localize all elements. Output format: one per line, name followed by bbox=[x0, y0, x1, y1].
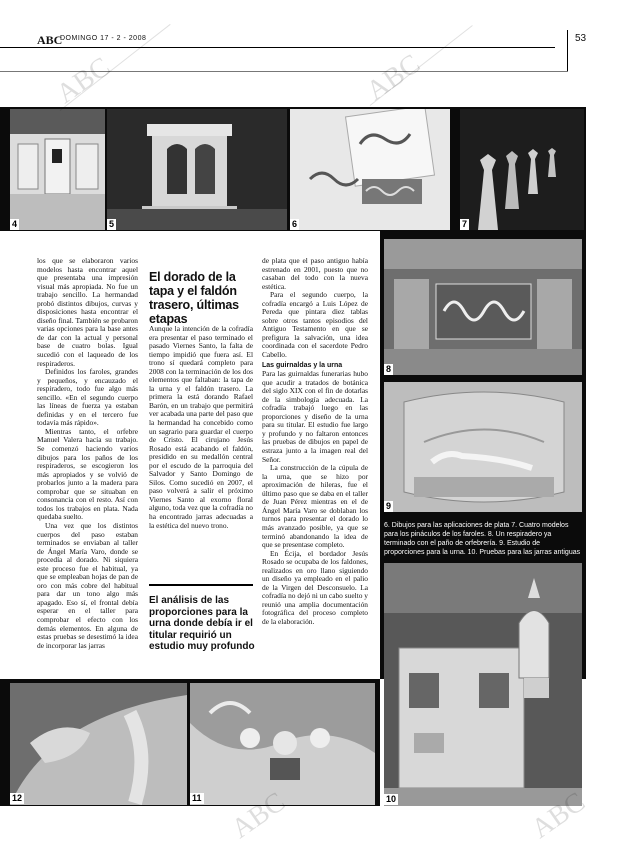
respiradero-image bbox=[384, 239, 582, 375]
header-rule bbox=[0, 47, 555, 48]
watermark: ABC bbox=[226, 786, 291, 845]
photo-number: 7 bbox=[462, 219, 468, 229]
gilding-hands-image bbox=[10, 683, 187, 805]
photo-11-silver-garland bbox=[190, 683, 375, 805]
altar-model-image bbox=[10, 109, 105, 230]
photo-number: 6 bbox=[292, 219, 298, 229]
paragraph: Una vez que los distintos cuerpos del paso estaban terminados se enviaban al taller de Ángel María Varo, donde se procedía al dorado. Ni siquiera este proceso fue el habitual, ya que se empleaban hojas de pan de oro con más cobre del habitual para dar un tono algo más apagado. Eso sí, el frontal debía esperar en el taller para comprobar el efecto con los demás elementos. En alguna de estas pruebas se desestimó la idea de incorporar las jarras bbox=[37, 520, 138, 650]
photo-6-silver-drawings bbox=[290, 109, 450, 230]
silver-garland-image bbox=[190, 683, 375, 805]
photo-caption: 6. Dibujos para las aplicaciones de plata 7. Cuatro modelos para los pináculos de los faroles. 8. Un respiradero ya terminado con el paño de orfebrería. 9. Estudio de proporciones para la urna. 10. Pruebas para las jarras antiguas bbox=[384, 522, 581, 556]
paragraph: Para las guirnaldas funerarias hubo que acudir a tratados de botánica del siglo XIX con el fin de dotarlas de la simbología adecuada. La cofradía trabajó luego en las proporciones y diseño de la urna para su titular. El estudio fue largo y profundo y no faltaron entonces las pruebas de dibujos en papel de estraza junto a la imagen real del Señor. bbox=[262, 369, 368, 464]
urn-proportions-image bbox=[384, 382, 582, 512]
page-number: 53 bbox=[575, 33, 587, 44]
jars-tests-image bbox=[384, 563, 582, 806]
header-bottom-rule bbox=[0, 71, 568, 72]
issue-date: DOMINGO 17 - 2 - 2008 bbox=[60, 35, 147, 42]
watermark: ABC bbox=[526, 786, 591, 845]
photo-12-gilding-hands bbox=[10, 683, 187, 805]
paragraph: los que se elaboraron varios modelos hasta encontrar aquel que presentaba una impresión visual más apropiada. No fue un trabajo sencillo. La hermandad probó distintos dibujos, curvas y disposiciones hasta encontrar el diseño final. También se probaron varias opciones para la base antes de dar con la actual y personal base de cuatro bolas. Igual sucedió con el laqueado de los respiraderos. bbox=[37, 256, 138, 368]
pullquote-rule bbox=[149, 584, 253, 586]
photo-number: 8 bbox=[386, 364, 392, 374]
photo-number: 9 bbox=[386, 501, 392, 511]
section-headline: El dorado de la tapa y el faldón trasero, últimas etapas bbox=[149, 270, 239, 326]
paragraph: Mientras tanto, el orfebre Manuel Valera hacía su trabajo. Se comenzó haciendo varios dibujos para los paños de los respiraderos, se escogieron los más apropiados y se volvió de probarlos junto a la madera para comprobar que se situaban en consonancia con el resto. Así con todos los trabajos en plata. Nada quedaba suelto. bbox=[37, 426, 138, 522]
newspaper-logo: ABC bbox=[37, 33, 63, 47]
watermark: ABC bbox=[361, 48, 426, 107]
subheading: Las guirnaldas y la urna bbox=[262, 361, 343, 369]
photo-4-altar-model bbox=[10, 109, 105, 230]
paragraph: En Écija, el bordador Jesús Rosado se ocupaba de los faldones, realizados en oro llano siguiendo un diseño ya empleado en el palio de la Virgen del Desconsuelo. La cofradía no dejó ni un cabo suelto y reunió una amplia documentación fotográfica del proceso completo de la elaboración. bbox=[262, 548, 368, 626]
photo-number: 10 bbox=[386, 794, 397, 804]
photo-9-urn-proportions bbox=[384, 382, 582, 512]
photo-number: 11 bbox=[192, 793, 202, 803]
urn-model-image bbox=[107, 109, 287, 230]
photo-10-jars-tests bbox=[384, 563, 582, 806]
paragraph: La construcción de la cúpula de la urna, que se hizo por aproximación de hileras, fue el último paso que se daba en el taller de Juan Pérez mientras en el de Ángel María Varo se doblaban los turnos para presentar el dorado lo más avanzado posible, ya que se terminó abandonando la idea de que se presentase completo. bbox=[262, 463, 368, 550]
article-column-3 bbox=[262, 257, 368, 627]
paragraph: Para el segundo cuerpo, la cofradía encargó a Luis López de Pereda que pintara diez tablas sobre otros tantos episodios del Antiguo Testamento en que se prefigura la salvación, una idea coordinada con el sacerdote Pedro Cabello. bbox=[262, 290, 368, 360]
photo-8-respiradero bbox=[384, 239, 582, 375]
paragraph: Aunque la intención de la cofradía era presentar el paso terminado el pasado Viernes Santo, la falta de tiempo impidió que fuera así. El trono sí quedará completo para 2008 con la terminación de los dos elementos que faltaban: la tapa de la urna y el faldón trasero. La primera la está dorando Rafael Barón, en un trabajo que permitirá ver acabada una parte del paso que la hermandad ha concebido como un sagrario para guardar el cuerpo de Cristo. El cirujano Jesús Rosado está acabando el faldón, presidido en su medallón central por el escudo de la parroquia del Salvador y Santo Domingo de Silos. Como sucedió en 2007, el paso volverá a salir el próximo Viernes Santo al exorno floral alguno, toda vez que la cofradía no ha encontrado jarras adecuadas a la estética del nuevo trono. bbox=[149, 324, 253, 530]
silver-drawings-image bbox=[290, 109, 450, 230]
watermark: ABC bbox=[51, 51, 116, 110]
article-column-1 bbox=[37, 257, 138, 650]
photo-number: 4 bbox=[12, 219, 18, 229]
pinnacle-models-image bbox=[460, 109, 584, 230]
photo-number: 5 bbox=[109, 219, 115, 229]
paragraph: de plata que el paso antiguo había estrenado en 2001, puesto que no casaban del todo con la nueva estética. bbox=[262, 256, 368, 291]
header-vertical-rule bbox=[567, 30, 568, 72]
pullquote: El análisis de las proporciones para la urna donde debía ir el titular requirió un estudio muy profundo bbox=[149, 595, 255, 653]
paragraph: Definidos los faroles, grandes y pequeños, y encauzado el respiradero, todo fue algo más sencillo. «En el segundo cuerpo las líneas de fuerza ya estaban definidas y en el tercero fue todavía más rápido». bbox=[37, 367, 138, 428]
article-column-2 bbox=[149, 325, 253, 530]
photo-number: 12 bbox=[12, 793, 23, 803]
photo-7-pinnacle-models bbox=[460, 109, 584, 230]
photo-5-urn-model bbox=[107, 109, 287, 230]
